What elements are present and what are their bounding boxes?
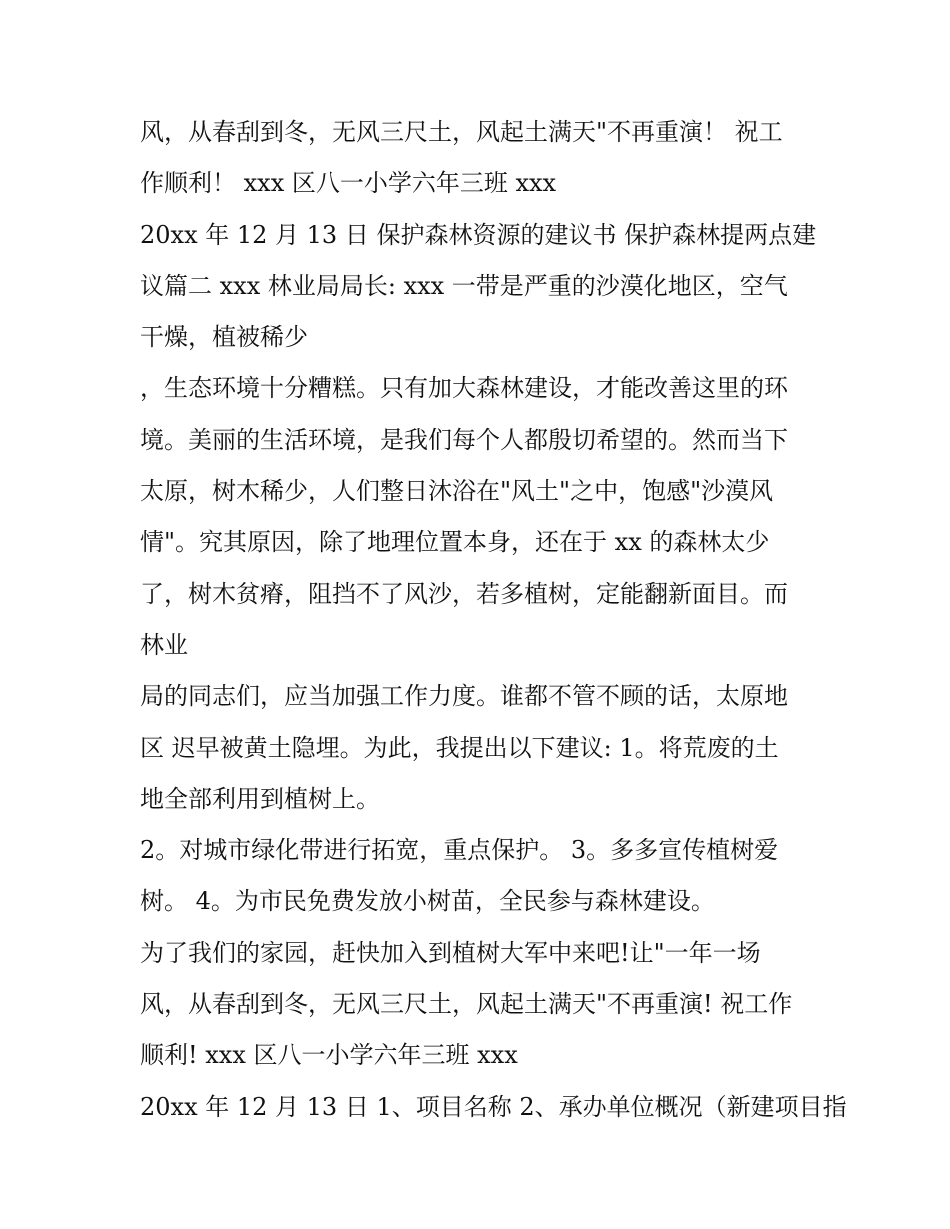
text-line: 区 迟早被黄土隐埋。为此，我提出以下建议: 1。将荒废的土 [140, 733, 779, 762]
text-line: 为了我们的家园，赶快加入到植树大军中来吧!让"一年一场 [140, 938, 761, 967]
text-line: 地全部利用到植树上。 [140, 784, 380, 813]
text-line: 顺利! xxx 区八一小学六年三班 xxx [140, 1041, 518, 1070]
text-line: 林业 [140, 630, 188, 659]
text-line: 风，从春刮到冬，无风三尺土，风起土满天"不再重演！ 祝工 [140, 118, 783, 146]
text-line: 境。美丽的生活环境，是我们每个人都殷切希望的。然而当下 [140, 425, 788, 454]
text-line: 2。对城市绿化带进行拓宽，重点保护。 3。多多宣传植树爱 [140, 836, 779, 865]
text-line: 树。 4。为市民免费发放小树苗，全民参与森林建设。 [140, 887, 715, 916]
text-line: 风，从春刮到冬，无风三尺土，风起土满天"不再重演! 祝工作 [140, 990, 793, 1019]
text-line: 太原，树木稀少，人们整日沐浴在"风土"之中，饱感"沙漠风 [140, 477, 774, 506]
text-line: 议篇二 xxx 林业局局长: xxx 一带是严重的沙漠化地区，空气 [140, 271, 788, 300]
text-line: 20xx 年 12 月 13 日 1、项目名称 2、承办单位概况（新建项目指 [140, 1092, 847, 1121]
text-line: 干燥，植被稀少 [140, 323, 308, 352]
text-line: 局的同志们，应当加强工作力度。谁都不管不顾的话，太原地 [140, 682, 788, 711]
text-line: 了，树木贫瘠，阻挡不了风沙，若多植树，定能翻新面目。而 [140, 579, 788, 608]
text-line: 作顺利！ xxx 区八一小学六年三班 xxx [140, 169, 557, 198]
text-line: 情"。究其原因，除了地理位置本身，还在于 xx 的森林太少 [140, 528, 770, 557]
text-line: 20xx 年 12 月 13 日 保护森林资源的建议书 保护森林提两点建 [140, 220, 817, 249]
text-line: ，生态环境十分糟糕。只有加大森林建设，才能改善这里的环 [140, 374, 788, 403]
document-body [140, 107, 847, 1133]
